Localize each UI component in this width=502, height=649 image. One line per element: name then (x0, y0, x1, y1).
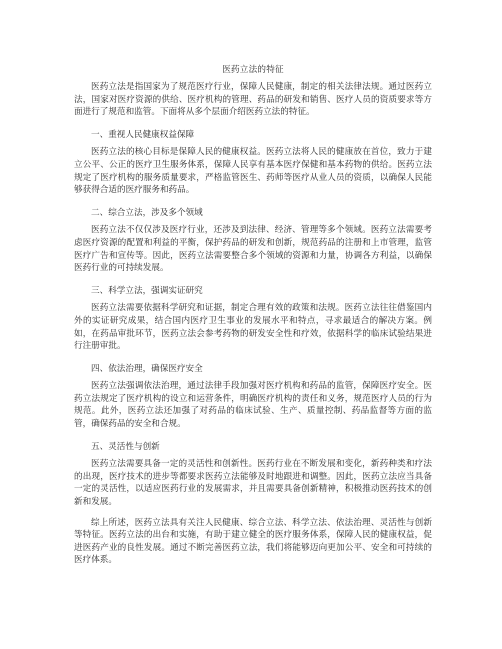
section-1-paragraph: 医药立法的核心目标是保障人民的健康权益。医药立法将人民的健康放在首位，致力于建立公平、公正的医疗卫生服务体系，保障人民享有基本医疗保健和基本药物的供给。医药立法规定了医疗机构的服务质量要求，严格监管医生、药师等医疗从业人员的资质，以确保人民能够获得合适的医疗服务和药品。 (74, 147, 432, 196)
section-5-paragraph: 医药立法需要具备一定的灵活性和创新性。医药行业在不断发展和变化，新药种类和疗法的出现，医疗技术的进步等都要求医药立法能够及时地跟进和调整。因此，医药立法应当具备一定的灵活性，以适应医药行业的发展需求，并且需要具备创新精神，积极推动医药技术的创新和发展。 (74, 459, 432, 508)
conclusion-paragraph: 综上所述，医药立法具有关注人民健康、综合立法、科学立法、依法治理、灵活性与创新等特征。医药立法的出台和实施，有助于建立健全的医疗服务体系，保障人民的健康权益，促进医药产业的良性发展。通过不断完善医药立法，我们将能够迈向更加公平、安全和可持续的医疗体系。 (74, 517, 432, 566)
section-2-paragraph: 医药立法不仅仅涉及医疗行业，还涉及到法律、经济、管理等多个领域。医药立法需要考虑医疗资源的配置和利益的平衡，保护药品的研发和创新，规范药品的注册和上市管理，监管医疗广告和宣传等。因此，医药立法需要整合多个领域的资源和力量，协调各方利益，以确保医药行业的可持续发展。 (74, 225, 432, 274)
document-body (74, 64, 432, 567)
section-heading-1: 一、重视人民健康权益保障 (91, 129, 195, 140)
section-4-paragraph: 医药立法强调依法治理，通过法律手段加强对医疗机构和药品的监管，保障医疗安全。医药立法规定了医疗机构的设立和运营条件，明确医疗机构的责任和义务，规范医疗人员的行为规范。此外，医药立法还加强了对药品的临床试验、生产、质量控制、药品监督等方面的监管，确保药品的安全和合规。 (74, 381, 432, 430)
intro-paragraph: 医药立法是指国家为了规范医疗行业，保障人民健康，制定的相关法律法规。通过医药立法，国家对医疗资源的供给、医疗机构的管理、药品的研发和销售、医疗人员的资质要求等方面进行了规范和监管。下面将从多个层面介绍医药立法的特征。 (74, 82, 432, 118)
section-heading-3: 三、科学立法，强调实证研究 (91, 285, 203, 296)
section-heading-5: 五、灵活性与创新 (91, 441, 160, 452)
section-heading-2: 二、综合立法，涉及多个领域 (91, 207, 203, 218)
section-heading-4: 四、依法治理，确保医疗安全 (91, 363, 203, 374)
paragraph-spacer (74, 509, 432, 517)
section-3-paragraph: 医药立法需要依据科学研究和证据，制定合理有效的政策和法规。医药立法往往借鉴国内外的实证研究成果，结合国内医疗卫生事业的发展水平和特点，寻求最适合的解决方案。例如，在药品审批环节，医药立法会参考药物的研发安全性和疗效，依据科学的临床试验结果进行注册审批。 (74, 303, 432, 352)
document-title: 医药立法的特征 (222, 65, 284, 75)
